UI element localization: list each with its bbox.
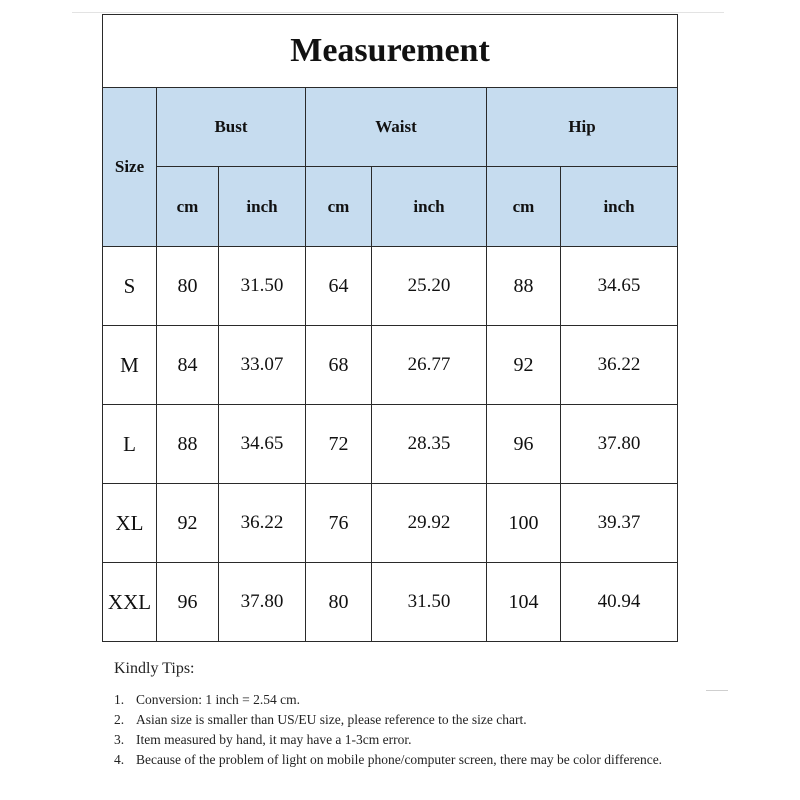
hip-inch-cell: 36.22 xyxy=(561,326,678,405)
hip-inch-cell: 37.80 xyxy=(561,405,678,484)
waist-cm-cell: 76 xyxy=(306,484,372,563)
tip-text: Conversion: 1 inch = 2.54 cm. xyxy=(136,692,300,707)
size-cell: XXL xyxy=(103,563,157,642)
bust-inch-cell: 31.50 xyxy=(219,247,306,326)
hip-cm-cell: 88 xyxy=(487,247,561,326)
tip-number: 3. xyxy=(114,732,125,747)
waist-inch-cell: 26.77 xyxy=(372,326,487,405)
list-item xyxy=(114,690,674,710)
table-row xyxy=(103,563,678,642)
table-row xyxy=(103,326,678,405)
tips-list xyxy=(114,690,674,770)
waist-inch-cell: 31.50 xyxy=(372,563,487,642)
size-cell: L xyxy=(103,405,157,484)
hip-cm-cell: 92 xyxy=(487,326,561,405)
tip-number: 4. xyxy=(114,752,125,767)
measurement-table xyxy=(102,14,678,642)
table-row xyxy=(103,405,678,484)
unit-header: cm xyxy=(157,167,219,247)
list-item xyxy=(114,710,674,730)
bust-cm-cell: 88 xyxy=(157,405,219,484)
unit-header: inch xyxy=(219,167,306,247)
bust-cm-cell: 84 xyxy=(157,326,219,405)
hip-cm-cell: 104 xyxy=(487,563,561,642)
size-cell: M xyxy=(103,326,157,405)
waist-header: Waist xyxy=(306,88,487,167)
bust-inch-cell: 34.65 xyxy=(219,405,306,484)
hip-cm-cell: 100 xyxy=(487,484,561,563)
side-divider xyxy=(706,690,728,691)
table-row xyxy=(103,247,678,326)
tips-title: Kindly Tips: xyxy=(114,660,195,677)
tip-text: Item measured by hand, it may have a 1-3cm error. xyxy=(136,732,412,747)
waist-cm-cell: 80 xyxy=(306,563,372,642)
table-title: Measurement xyxy=(103,15,678,88)
waist-inch-cell: 28.35 xyxy=(372,405,487,484)
waist-inch-cell: 29.92 xyxy=(372,484,487,563)
kindly-tips xyxy=(114,660,674,770)
hip-header: Hip xyxy=(487,88,678,167)
hip-inch-cell: 40.94 xyxy=(561,563,678,642)
bust-inch-cell: 37.80 xyxy=(219,563,306,642)
waist-inch-cell: 25.20 xyxy=(372,247,487,326)
list-item xyxy=(114,730,674,750)
size-cell: S xyxy=(103,247,157,326)
bust-inch-cell: 36.22 xyxy=(219,484,306,563)
size-header: Size xyxy=(103,88,157,247)
unit-header: inch xyxy=(372,167,487,247)
tip-number: 1. xyxy=(114,692,125,707)
hip-cm-cell: 96 xyxy=(487,405,561,484)
waist-cm-cell: 72 xyxy=(306,405,372,484)
waist-cm-cell: 64 xyxy=(306,247,372,326)
unit-header: cm xyxy=(306,167,372,247)
top-divider xyxy=(72,12,724,13)
tip-text: Asian size is smaller than US/EU size, please reference to the size chart. xyxy=(136,712,527,727)
bust-cm-cell: 92 xyxy=(157,484,219,563)
list-item xyxy=(114,750,674,770)
size-cell: XL xyxy=(103,484,157,563)
waist-cm-cell: 68 xyxy=(306,326,372,405)
bust-header: Bust xyxy=(157,88,306,167)
table-row xyxy=(103,484,678,563)
tip-text: Because of the problem of light on mobile phone/computer screen, there may be color difference. xyxy=(136,752,663,767)
unit-header: cm xyxy=(487,167,561,247)
bust-inch-cell: 33.07 xyxy=(219,326,306,405)
tip-number: 2. xyxy=(114,712,125,727)
unit-header: inch xyxy=(561,167,678,247)
bust-cm-cell: 96 xyxy=(157,563,219,642)
hip-inch-cell: 34.65 xyxy=(561,247,678,326)
bust-cm-cell: 80 xyxy=(157,247,219,326)
hip-inch-cell: 39.37 xyxy=(561,484,678,563)
